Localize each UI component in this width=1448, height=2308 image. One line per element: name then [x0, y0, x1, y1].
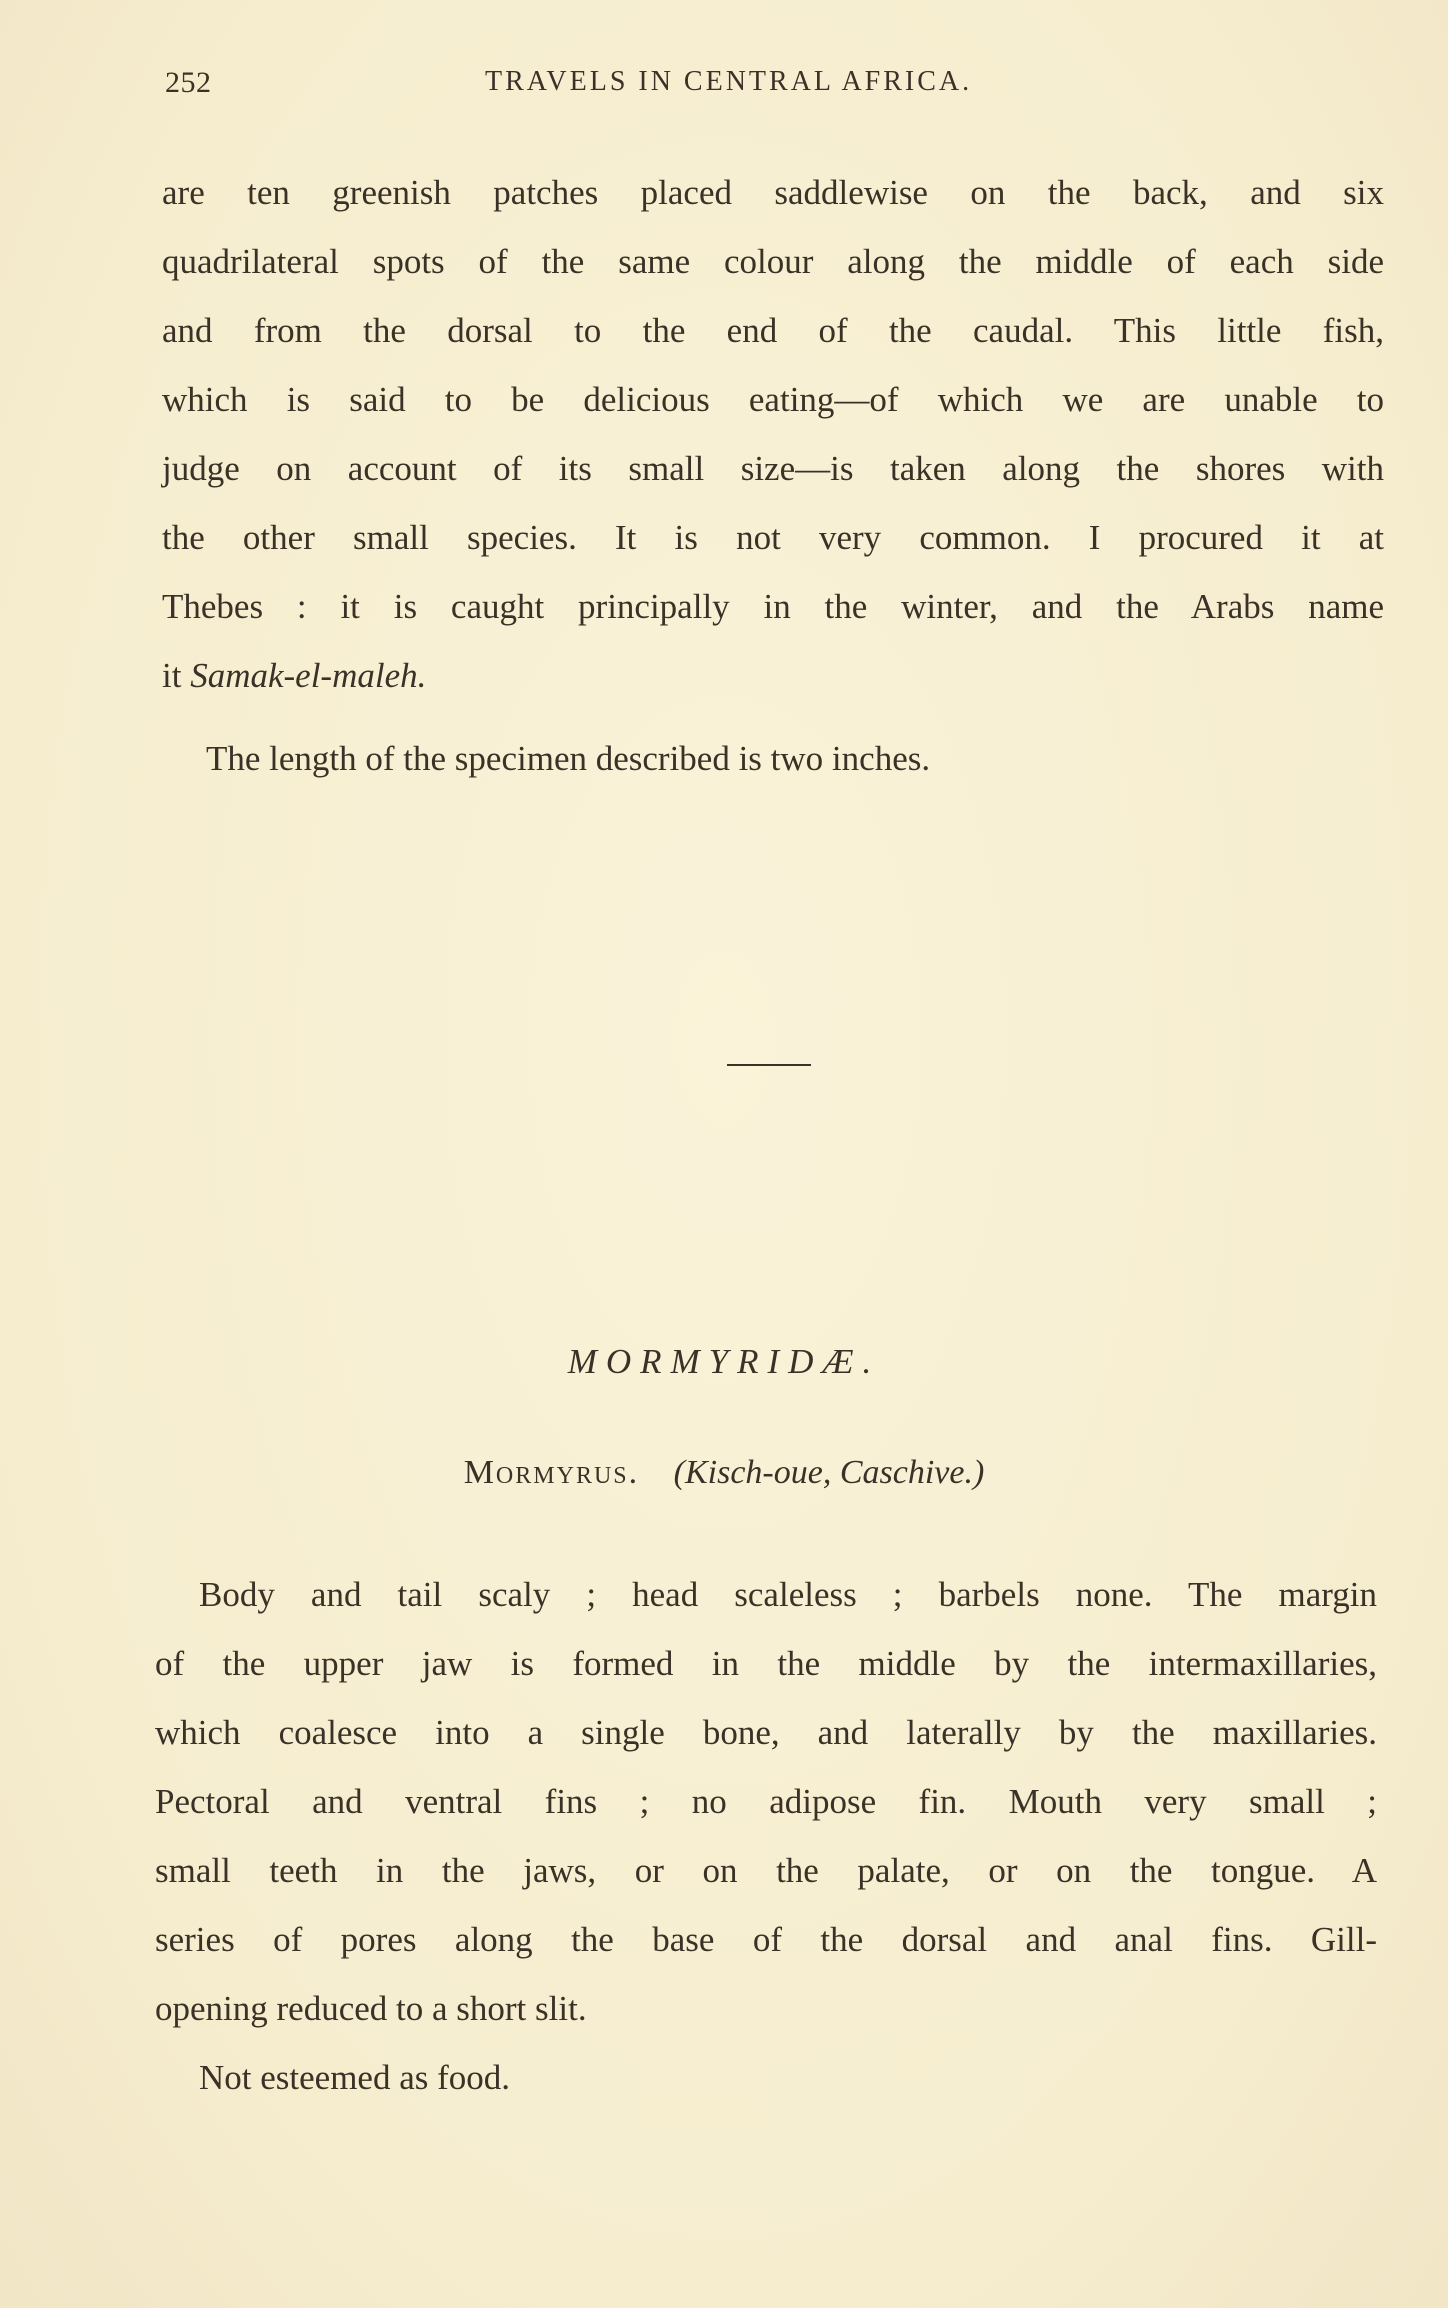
- food-paragraph: [155, 2043, 1377, 2112]
- text-line: [162, 641, 1384, 710]
- running-head: TRAVELS IN CENTRAL AFRICA.: [485, 66, 973, 97]
- text-line: opening reduced to a short slit.: [155, 1989, 587, 2028]
- length-note: The length of the specimen described is two inches.: [206, 739, 931, 778]
- text-line: quadrilateral spots of the same colour along the middle of each side: [162, 242, 1384, 281]
- page-number: 252: [165, 66, 212, 99]
- text-line: the other small species. It is not very common. I procured it at: [162, 518, 1384, 557]
- text-line: Thebes : it is caught principally in the winter, and the Arabs name: [162, 587, 1384, 626]
- text-line: series of pores along the base of the dorsal and anal fins. Gill-: [155, 1920, 1377, 1959]
- text-line: judge on account of its small size—is taken along the shores with: [162, 449, 1384, 488]
- page-header: [165, 66, 1100, 114]
- family-title: MORMYRIDÆ.: [567, 1342, 881, 1381]
- length-paragraph: [162, 724, 1384, 793]
- text-line: small teeth in the jaws, or on the palate, or on the tongue. A: [155, 1851, 1377, 1890]
- text-line: and from the dorsal to the end of the caudal. This little fish,: [162, 311, 1384, 350]
- text-line: which coalesce into a single bone, and laterally by the maxillaries.: [155, 1713, 1377, 1752]
- description-paragraph: [155, 1560, 1377, 2043]
- section-divider: [727, 1064, 811, 1066]
- continuation-paragraph: [162, 158, 1384, 710]
- text-line: of the upper jaw is formed in the middle by the intermaxillaries,: [155, 1644, 1377, 1683]
- arabic-fish-name: Samak-el-maleh.: [190, 656, 427, 695]
- text-line: Pectoral and ventral fins ; no adipose fin. Mouth very small ;: [155, 1782, 1377, 1821]
- genus-heading: [0, 1454, 1448, 1492]
- genus-name: Mormyrus.: [463, 1454, 640, 1491]
- genus-local-names: (Kisch-oue, Caschive.): [673, 1454, 985, 1491]
- food-note: Not esteemed as food.: [199, 2058, 511, 2097]
- text-line-prefix: it: [162, 656, 191, 695]
- text-line: Body and tail scaly ; head scaleless ; barbels none. The margin: [199, 1575, 1377, 1614]
- text-line: which is said to be delicious eating—of which we are unable to: [162, 380, 1384, 419]
- text-line: are ten greenish patches placed saddlewise on the back, and six: [162, 173, 1384, 212]
